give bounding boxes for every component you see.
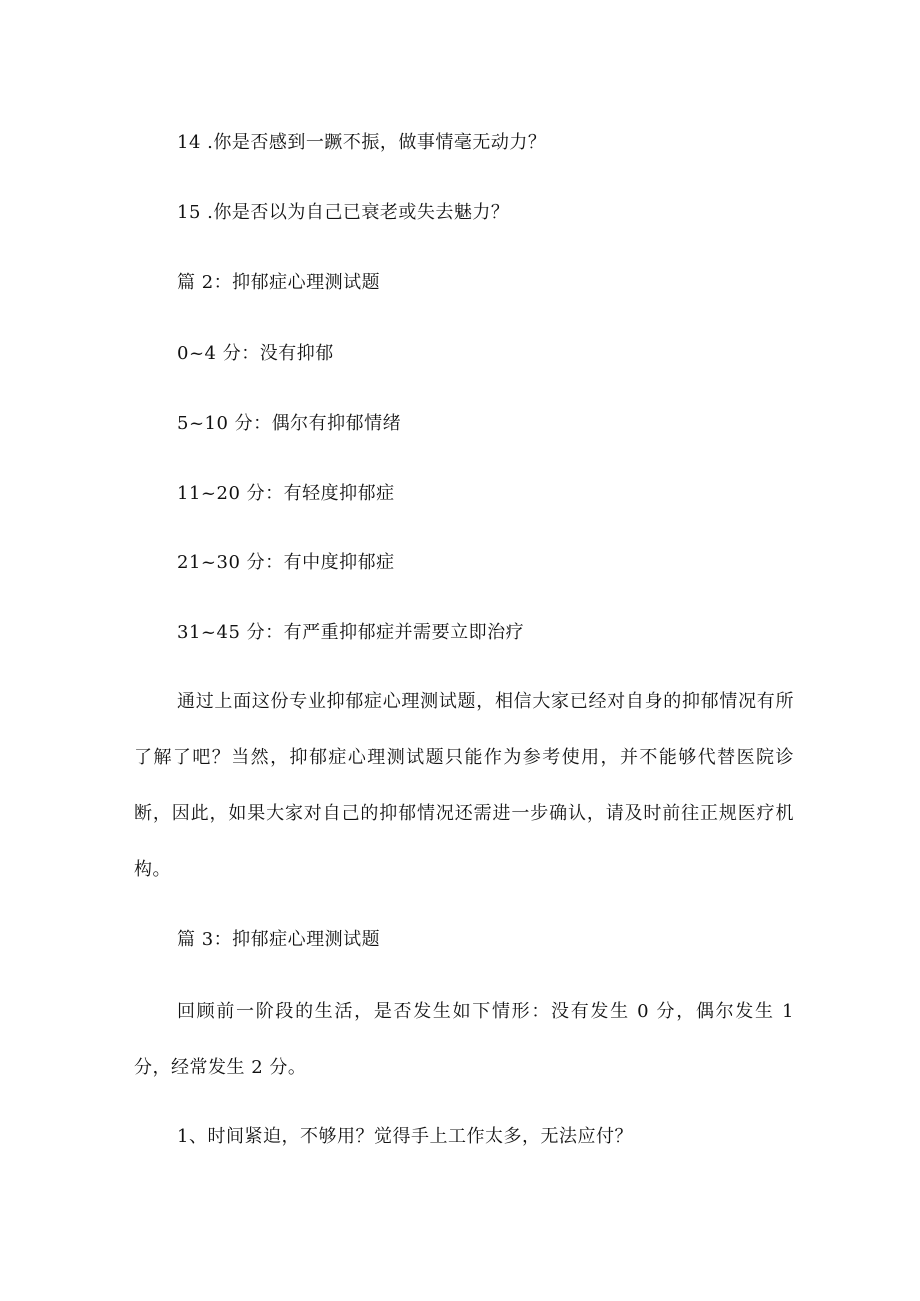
score-range-21-30: 21~30 分：有中度抑郁症 (177, 552, 395, 573)
section-3-intro: 回顾前一阶段的生活，是否发生如下情形：没有发生 0 分，偶尔发生 1 分，经常发生 2 分。 (134, 1001, 794, 1078)
section-3-question-1: 1、时间紧迫，不够用？觉得手上工作太多，无法应付？ (177, 1126, 633, 1147)
question-14: 14 .你是否感到一蹶不振，做事情毫无动力？ (177, 132, 547, 153)
section-3-title: 篇 3：抑郁症心理测试题 (177, 929, 381, 950)
score-range-11-20: 11~20 分：有轻度抑郁症 (177, 483, 395, 504)
score-range-0-4: 0~4 分：没有抑郁 (177, 343, 334, 364)
summary-paragraph: 通过上面这份专业抑郁症心理测试题，相信大家已经对自身的抑郁情况有所了解了吧？当然，抑郁症心理测试题只能作为参考使用，并不能够代替医院诊断，因此，如果大家对自己的抑郁情况还需进一步确认，请及时前往正规医疗机构。 (134, 691, 794, 880)
score-range-5-10: 5~10 分：偶尔有抑郁情绪 (177, 413, 402, 434)
score-range-31-45: 31~45 分：有严重抑郁症并需要立即治疗 (177, 622, 525, 643)
section-2-title: 篇 2：抑郁症心理测试题 (177, 272, 381, 293)
question-15: 15 .你是否以为自己已衰老或失去魅力？ (177, 202, 510, 223)
